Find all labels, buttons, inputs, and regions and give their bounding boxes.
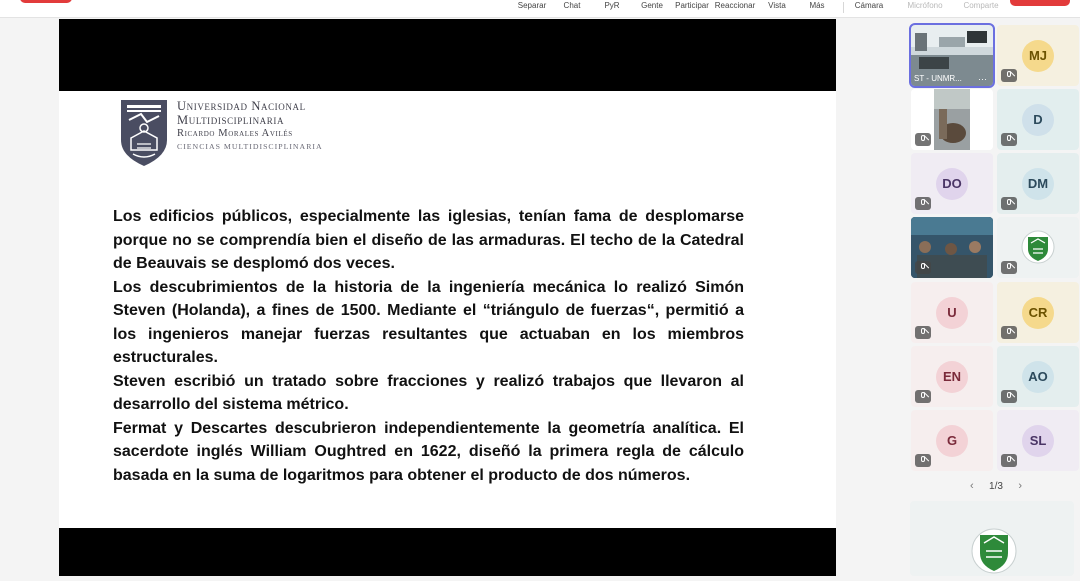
avatar: MJ <box>1022 40 1054 72</box>
toolbar-divider <box>843 2 844 13</box>
toolbar-vista[interactable]: Vista <box>768 1 786 10</box>
avatar: U <box>936 297 968 329</box>
participant-tile-group-video[interactable] <box>911 217 993 278</box>
participant-tile-do[interactable] <box>911 153 993 214</box>
page-indicator: 1/3 <box>989 480 1003 492</box>
university-line-2: Multidisciplinaria <box>177 112 285 127</box>
participant-tile-g[interactable] <box>911 410 993 471</box>
mic-muted-icon <box>1001 197 1017 210</box>
leave-button[interactable] <box>20 0 72 3</box>
avatar: G <box>936 425 968 457</box>
avatar: AO <box>1022 361 1054 393</box>
chevron-left-icon[interactable]: ‹ <box>970 480 974 492</box>
participant-tile-logo[interactable] <box>997 217 1079 278</box>
mic-muted-icon <box>915 326 931 339</box>
organization-logo-icon <box>910 501 1074 576</box>
slide-paragraph: Steven escribió un tratado sobre fracciones y realizó trabajos que llevaron al desarrollo del sistema métrico. <box>113 372 744 413</box>
toolbar-reaccionar[interactable]: Reaccionar <box>714 1 756 10</box>
participant-tile-st-unmr[interactable] <box>911 25 993 86</box>
toolbar-chat[interactable]: Chat <box>563 1 581 10</box>
mic-muted-icon <box>1001 390 1017 403</box>
mic-muted-icon <box>915 133 931 146</box>
university-name <box>177 100 323 153</box>
toolbar-participar[interactable]: Participar <box>675 1 709 10</box>
more-options-icon[interactable]: ··· <box>978 74 987 84</box>
avatar: DO <box>936 168 968 200</box>
end-call-button[interactable] <box>1010 0 1070 6</box>
mic-muted-icon <box>1001 261 1017 274</box>
participant-tile-u[interactable] <box>911 282 993 343</box>
gallery-pager <box>970 480 1022 492</box>
mic-muted-icon <box>915 454 931 467</box>
toolbar-comparte[interactable]: Comparte <box>963 1 999 10</box>
participant-tile-en[interactable] <box>911 346 993 407</box>
toolbar-microfono[interactable]: Micrófono <box>907 1 943 10</box>
mic-muted-icon <box>1001 454 1017 467</box>
toolbar-gente[interactable]: Gente <box>641 1 663 10</box>
letterbox-top <box>59 19 836 91</box>
university-line-4: CIENCIAS MULTIDISCIPLINARIA <box>177 141 323 151</box>
mic-muted-icon <box>1001 326 1017 339</box>
self-view-tile[interactable] <box>910 501 1074 576</box>
toolbar-pyr[interactable]: PyR <box>604 1 620 10</box>
avatar: D <box>1022 104 1054 136</box>
mic-muted-icon <box>915 197 931 210</box>
mic-muted-icon <box>915 261 931 274</box>
toolbar-separar[interactable]: Separar <box>517 1 547 10</box>
participant-tile-cr[interactable] <box>997 282 1079 343</box>
avatar: SL <box>1022 425 1054 457</box>
toolbar-camara[interactable]: Cámara <box>854 1 884 10</box>
toolbar-mas[interactable]: Más <box>809 1 825 10</box>
chevron-right-icon[interactable]: › <box>1018 480 1022 492</box>
university-line-1: Universidad Nacional <box>177 99 306 113</box>
participant-tile-ao[interactable] <box>997 346 1079 407</box>
university-line-3: Ricardo Morales Avilés <box>177 128 293 139</box>
participant-tile-d[interactable] <box>997 89 1079 150</box>
avatar: EN <box>936 361 968 393</box>
top-toolbar <box>0 0 1080 18</box>
slide-paragraph: Los edificios públicos, especialmente las iglesias, tenían fama de desplomarse porque no se comprendía bien el diseño de las armaduras. El techo de la Catedral de Beauvais se desplomó dos veces. <box>113 208 744 272</box>
mic-muted-icon <box>1001 133 1017 146</box>
avatar: DM <box>1022 168 1054 200</box>
avatar: CR <box>1022 297 1054 329</box>
participant-tile-mj[interactable] <box>997 25 1079 86</box>
mic-muted-icon <box>915 390 931 403</box>
letterbox-bottom <box>59 528 836 576</box>
participant-tile-video[interactable] <box>911 89 993 150</box>
participant-name: ST - UNMR... <box>914 74 962 83</box>
participant-tile-dm[interactable] <box>997 153 1079 214</box>
slide-paragraph: Fermat y Descartes descubrieron independientemente la geometría analítica. El sacerdote inglés William Oughtred en 1622, diseñó la primera regla de cálculo basada en la suma de logaritmos para obtener el producto de dos números. <box>113 419 744 484</box>
slide-paragraph: Los descubrimientos de la historia de la ingeniería mecánica lo realizó Simón Steven (Holanda), a fines de 1500. Mediante el “triángulo de fuerzas“, permitió a los ingenieros manejar fuerzas resultantes que actuaban en los miembros estructurales. <box>113 278 744 366</box>
university-logo <box>119 98 169 168</box>
slide-body <box>113 205 744 487</box>
mic-muted-icon <box>1001 69 1017 82</box>
shared-screen <box>59 19 836 576</box>
participant-tile-sl[interactable] <box>997 410 1079 471</box>
